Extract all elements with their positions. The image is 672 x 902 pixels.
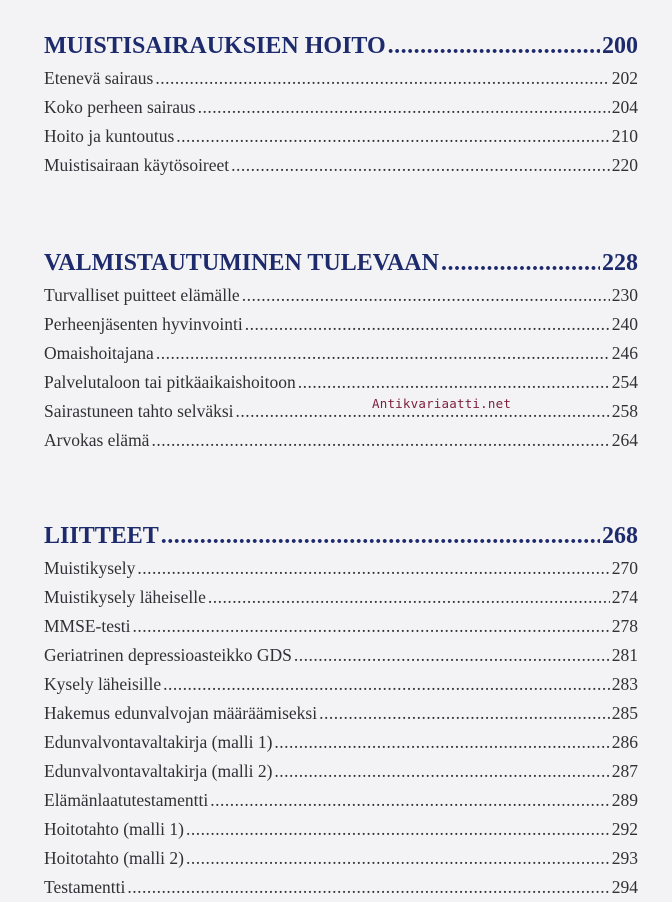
toc-entry bbox=[44, 122, 638, 151]
entry-page-number: 287 bbox=[611, 761, 638, 781]
dot-leader bbox=[127, 873, 609, 902]
toc-section-liitteet bbox=[44, 518, 638, 902]
dot-leader bbox=[156, 339, 610, 368]
dot-leader bbox=[208, 583, 610, 612]
entry-page-number: 254 bbox=[611, 372, 638, 392]
entry-title: Sairastuneen tahto selväksi bbox=[44, 401, 234, 421]
toc-entry bbox=[44, 151, 638, 180]
entry-page-number: 292 bbox=[611, 819, 638, 839]
toc-entry bbox=[44, 873, 638, 902]
toc-entry bbox=[44, 310, 638, 339]
toc-entry bbox=[44, 339, 638, 368]
toc-entry bbox=[44, 93, 638, 122]
entry-page-number: 204 bbox=[611, 97, 638, 117]
entry-title: Perheenjäsenten hyvinvointi bbox=[44, 314, 243, 334]
entry-page-number: 286 bbox=[611, 732, 638, 752]
toc-entry bbox=[44, 670, 638, 699]
dot-leader bbox=[151, 426, 609, 455]
entry-title: Palvelutaloon tai pitkäaikaishoitoon bbox=[44, 372, 296, 392]
toc-entry bbox=[44, 815, 638, 844]
entry-page-number: 293 bbox=[611, 848, 638, 868]
entry-page-number: 285 bbox=[611, 703, 638, 723]
entry-page-number: 230 bbox=[611, 285, 638, 305]
entry-page-number: 294 bbox=[611, 877, 638, 897]
section-heading bbox=[44, 28, 638, 64]
entry-page-number: 258 bbox=[611, 401, 638, 421]
entry-title: Turvalliset puitteet elämälle bbox=[44, 285, 240, 305]
toc-entry bbox=[44, 583, 638, 612]
dot-leader bbox=[294, 641, 610, 670]
toc-entry bbox=[44, 426, 638, 455]
entry-title: Hoitotahto (malli 1) bbox=[44, 819, 184, 839]
entry-page-number: 264 bbox=[611, 430, 638, 450]
section-page-number: 268 bbox=[602, 523, 638, 549]
dot-leader bbox=[186, 844, 610, 873]
entry-page-number: 220 bbox=[611, 155, 638, 175]
dot-leader bbox=[198, 93, 610, 122]
toc-entry bbox=[44, 64, 638, 93]
entry-title: Muistisairaan käytösoireet bbox=[44, 155, 230, 175]
dot-leader bbox=[133, 612, 610, 641]
entry-title: Hakemus edunvalvojan määräämiseksi bbox=[44, 703, 318, 723]
watermark-text: Antikvariaatti.net bbox=[372, 396, 512, 411]
section-page-number: 228 bbox=[602, 250, 638, 276]
section-page-number: 200 bbox=[602, 33, 638, 59]
toc-entry bbox=[44, 641, 638, 670]
dot-leader bbox=[161, 518, 600, 554]
dot-leader bbox=[186, 815, 610, 844]
dot-leader bbox=[137, 554, 609, 583]
entry-title: Muistikysely bbox=[44, 558, 136, 578]
toc-entry bbox=[44, 368, 638, 397]
dot-leader bbox=[245, 310, 610, 339]
dot-leader bbox=[274, 728, 609, 757]
entry-title: Etenevä sairaus bbox=[44, 68, 154, 88]
toc-entry bbox=[44, 554, 638, 583]
entry-title: Testamentti bbox=[44, 877, 126, 897]
entry-title: Geriatrinen depressioasteikko GDS bbox=[44, 645, 292, 665]
dot-leader bbox=[274, 757, 609, 786]
dot-leader bbox=[441, 245, 600, 281]
entry-page-number: 210 bbox=[611, 126, 638, 146]
entry-title: Edunvalvontavaltakirja (malli 1) bbox=[44, 732, 273, 752]
dot-leader bbox=[231, 151, 610, 180]
entry-page-number: 289 bbox=[611, 790, 638, 810]
section-heading bbox=[44, 245, 638, 281]
entry-page-number: 270 bbox=[611, 558, 638, 578]
entry-title: Hoito ja kuntoutus bbox=[44, 126, 175, 146]
toc-entry bbox=[44, 281, 638, 310]
dot-leader bbox=[155, 64, 609, 93]
entry-page-number: 281 bbox=[611, 645, 638, 665]
section-heading bbox=[44, 518, 638, 554]
section-title: MUISTISAIRAUKSIEN HOITO bbox=[44, 33, 386, 59]
entry-title: MMSE-testi bbox=[44, 616, 131, 636]
entry-title: Arvokas elämä bbox=[44, 430, 150, 450]
entry-title: Kysely läheisille bbox=[44, 674, 162, 694]
toc-entry bbox=[44, 728, 638, 757]
section-title: LIITTEET bbox=[44, 523, 159, 549]
dot-leader bbox=[163, 670, 610, 699]
toc-entry bbox=[44, 397, 638, 426]
entry-title: Omaishoitajana bbox=[44, 343, 154, 363]
entry-page-number: 274 bbox=[611, 587, 638, 607]
dot-leader bbox=[388, 28, 600, 64]
toc-entry bbox=[44, 699, 638, 728]
toc-entry bbox=[44, 786, 638, 815]
entry-title: Edunvalvontavaltakirja (malli 2) bbox=[44, 761, 273, 781]
entry-page-number: 246 bbox=[611, 343, 638, 363]
toc-entry bbox=[44, 757, 638, 786]
entry-title: Muistikysely läheiselle bbox=[44, 587, 206, 607]
dot-leader bbox=[298, 368, 610, 397]
toc-section-muistisairauksien-hoito bbox=[44, 28, 638, 180]
dot-leader bbox=[242, 281, 610, 310]
entry-title: Elämänlaatutestamentti bbox=[44, 790, 209, 810]
entry-title: Koko perheen sairaus bbox=[44, 97, 196, 117]
toc-entry bbox=[44, 844, 638, 873]
entry-title: Hoitotahto (malli 2) bbox=[44, 848, 184, 868]
toc-entry bbox=[44, 612, 638, 641]
entry-page-number: 240 bbox=[611, 314, 638, 334]
dot-leader bbox=[210, 786, 610, 815]
entry-page-number: 202 bbox=[611, 68, 638, 88]
dot-leader bbox=[319, 699, 610, 728]
entry-page-number: 283 bbox=[611, 674, 638, 694]
dot-leader bbox=[176, 122, 609, 151]
entry-page-number: 278 bbox=[611, 616, 638, 636]
section-title: VALMISTAUTUMINEN TULEVAAN bbox=[44, 250, 439, 276]
toc-section-valmistautuminen-tulevaan bbox=[44, 245, 638, 455]
